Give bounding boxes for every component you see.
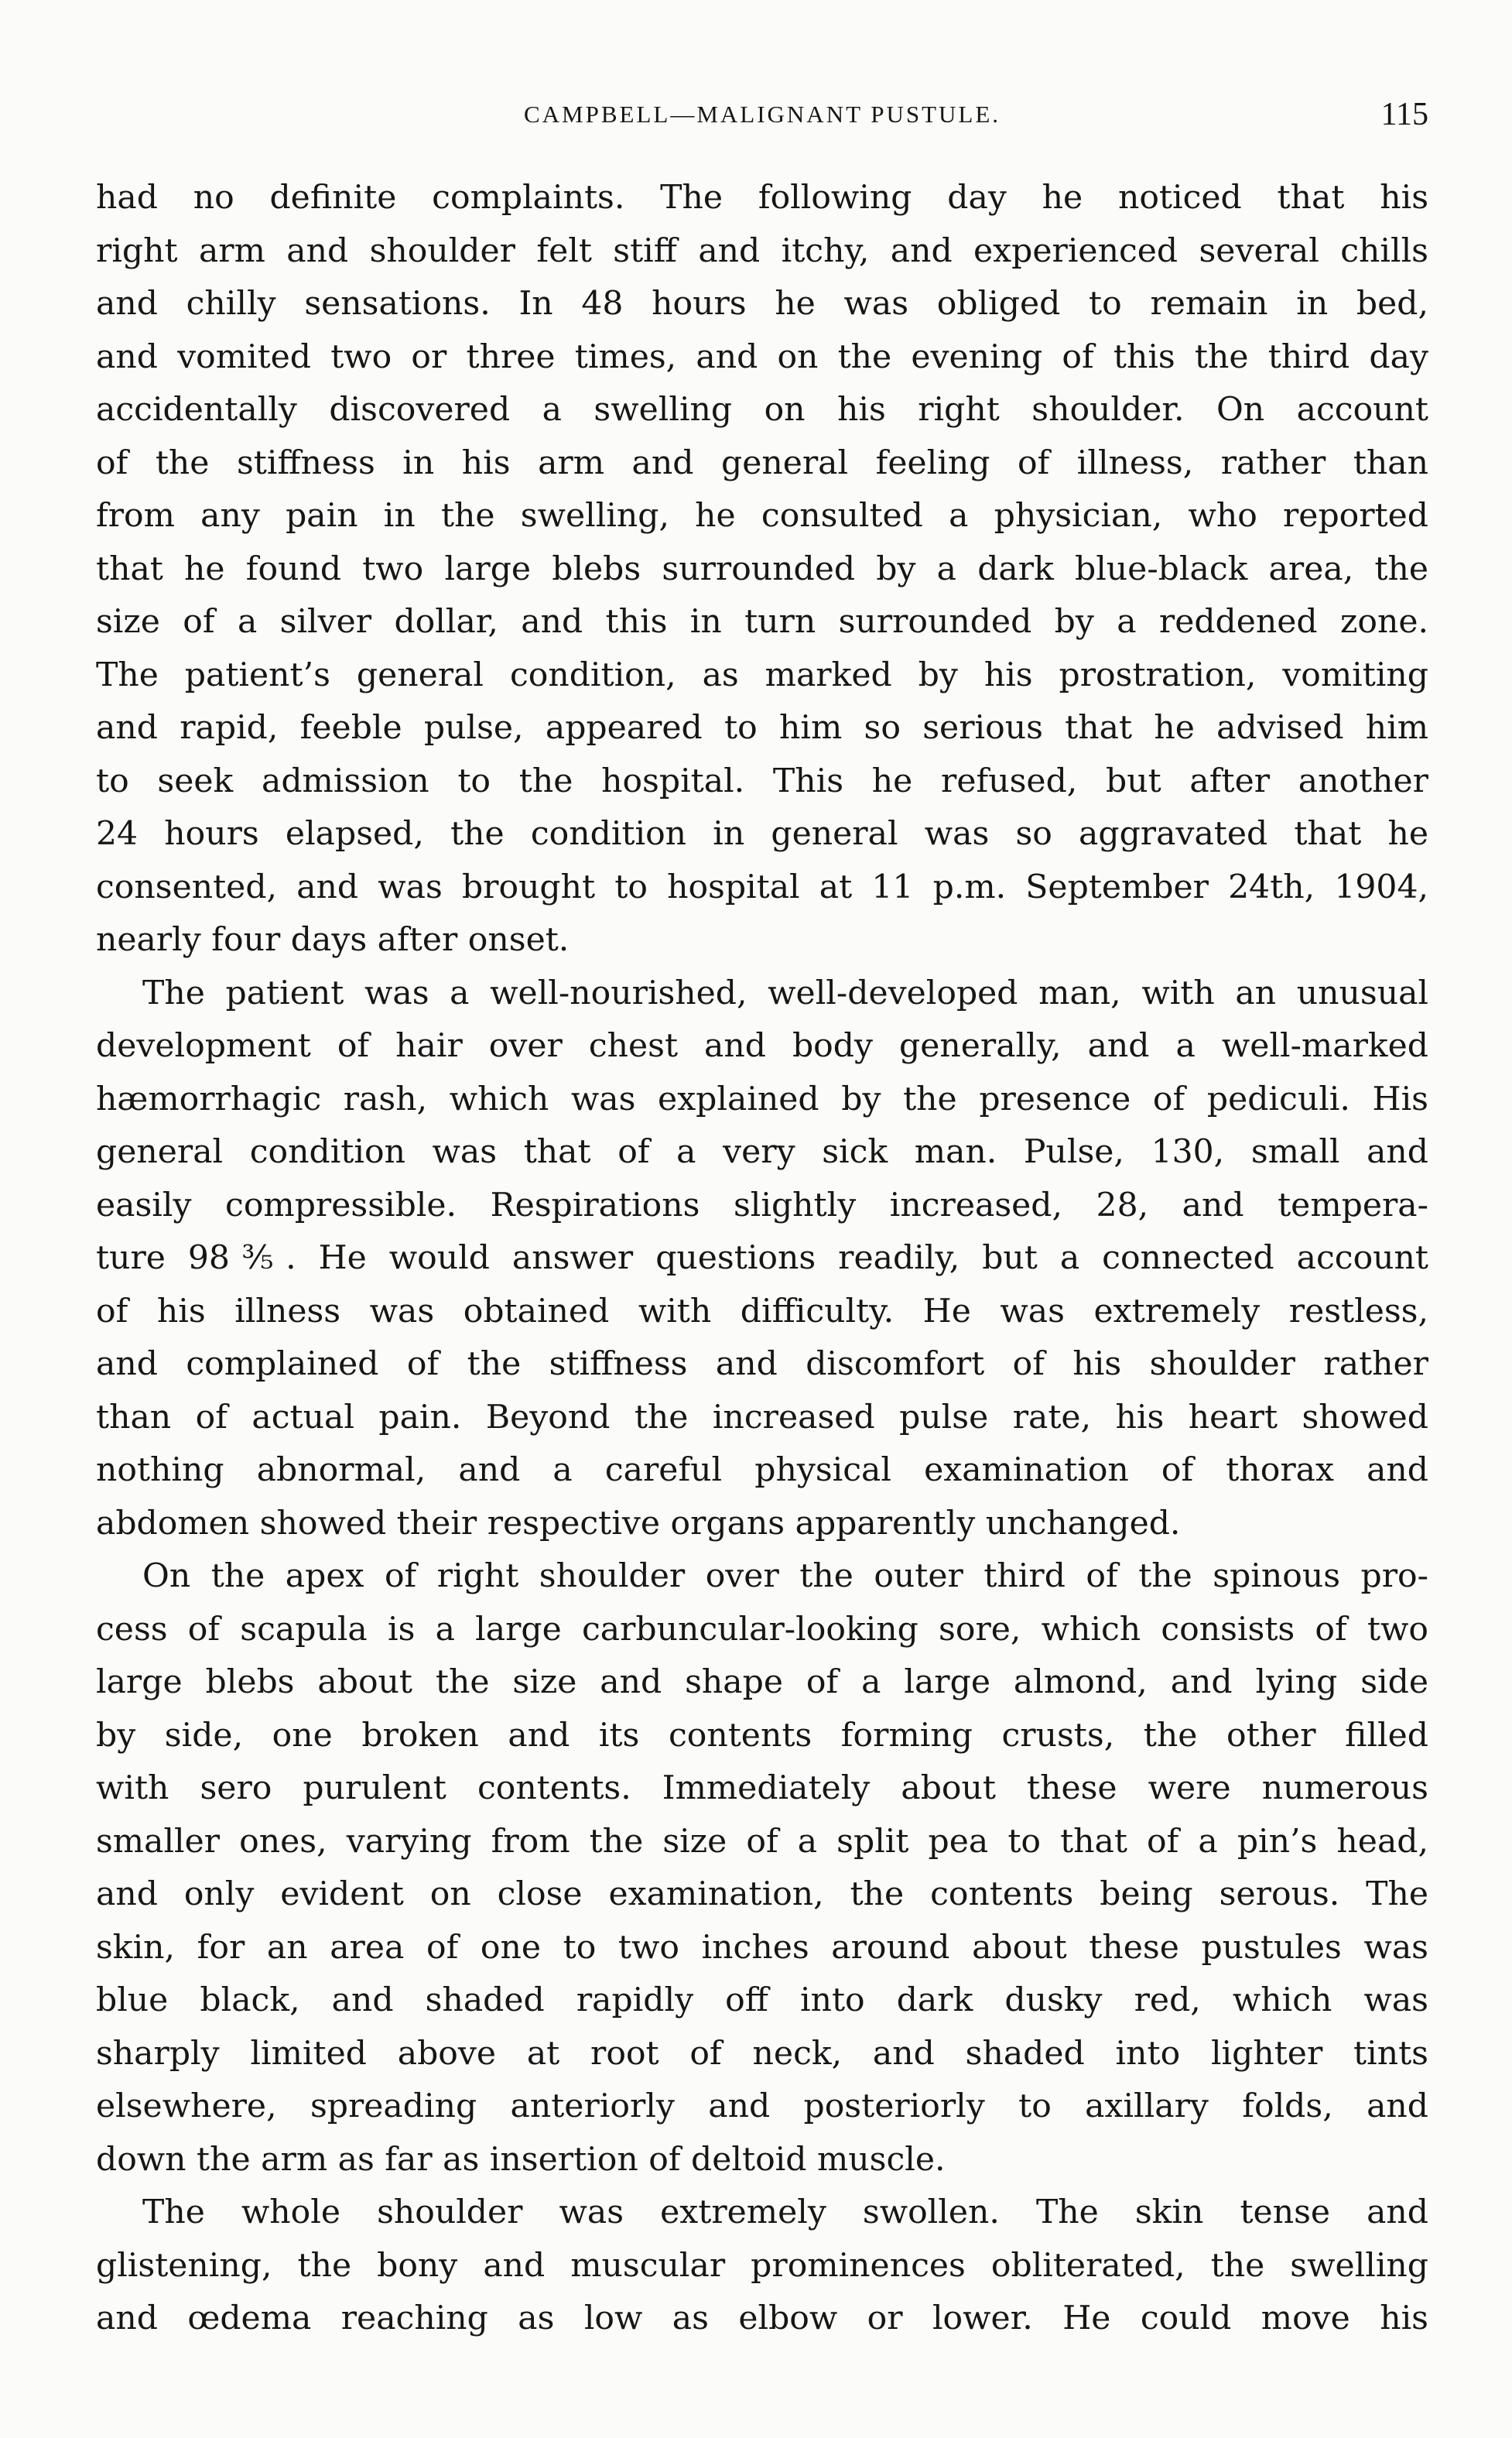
body-text	[96, 172, 1428, 2346]
text-line: smaller ones, varying from the size of a split pea to that of a pin’s head,	[96, 1822, 1428, 1861]
page-number: 115	[1380, 97, 1428, 132]
text-line: On the apex of right shoulder over the outer third of the spinous pro-	[142, 1557, 1428, 1595]
text-line: large blebs about the size and shape of a large almond, and lying side	[96, 1663, 1428, 1701]
text-line: 24 hours elapsed, the condition in general was so aggravated that he	[96, 815, 1428, 853]
text-line: general condition was that of a very sick man. Pulse, 130, small and	[96, 1133, 1428, 1171]
text-line: to seek admission to the hospital. This he refused, but after another	[96, 762, 1428, 800]
text-line: than of actual pain. Beyond the increased pulse rate, his heart showed	[96, 1398, 1428, 1436]
text-line: cess of scapula is a large carbuncular-looking sore, which consists of two	[96, 1610, 1428, 1649]
text-line: of his illness was obtained with difficulty. He was extremely restless,	[96, 1292, 1428, 1330]
text-line: from any pain in the swelling, he consulted a physician, who reported	[96, 497, 1428, 535]
text-line: by side, one broken and its contents forming crusts, the other filled	[96, 1716, 1428, 1755]
text-line: consented, and was brought to hospital at 11 p.m. September 24th, 1904,	[96, 868, 1428, 906]
text-line: The whole shoulder was extremely swollen. The skin tense and	[142, 2193, 1428, 2231]
text-line: hæmorrhagic rash, which was explained by the presence of pediculi. His	[96, 1080, 1428, 1118]
text-line: abdomen showed their respective organs apparently unchanged.	[96, 1504, 1181, 1543]
text-line: had no definite complaints. The following day he noticed that his	[96, 179, 1428, 217]
text-line: sharply limited above at root of neck, and shaded into lighter tints	[96, 2034, 1428, 2073]
text-line: The patient’s general condition, as marked by his prostration, vomiting	[96, 656, 1428, 694]
running-head: CAMPBELL—MALIGNANT PUSTULE.	[523, 101, 1001, 128]
text-line: elsewhere, spreading anteriorly and posteriorly to axillary folds, and	[96, 2087, 1428, 2125]
text-line: of the stiffness in his arm and general feeling of illness, rather than	[96, 443, 1428, 482]
text-line: ture 98⅗. He would answer questions readily, but a connected account	[96, 1239, 1428, 1277]
text-line: accidentally discovered a swelling on his right shoulder. On account	[96, 391, 1428, 429]
text-line: size of a silver dollar, and this in turn surrounded by a reddened zone.	[96, 603, 1428, 641]
text-line: The patient was a well-nourished, well-developed man, with an unusual	[142, 974, 1428, 1012]
text-line: easily compressible. Respirations slightly increased, 28, and tempera-	[96, 1186, 1428, 1224]
text-line: and complained of the stiffness and discomfort of his shoulder rather	[96, 1345, 1428, 1383]
text-line: right arm and shoulder felt stiff and itchy, and experienced several chills	[96, 231, 1428, 270]
text-line: down the arm as far as insertion of deltoid muscle.	[96, 2140, 946, 2179]
text-line: skin, for an area of one to two inches around about these pustules was	[96, 1928, 1428, 1967]
text-line: and vomited two or three times, and on the evening of this the third day	[96, 337, 1428, 376]
text-line: and rapid, feeble pulse, appeared to him so serious that he advised him	[96, 709, 1428, 747]
page-header	[96, 91, 1428, 138]
text-line: and chilly sensations. In 48 hours he was obliged to remain in bed,	[96, 285, 1428, 323]
text-line: development of hair over chest and body generally, and a well-marked	[96, 1027, 1428, 1065]
text-line: blue black, and shaded rapidly off into dark dusky red, which was	[96, 1981, 1428, 2019]
text-line: and œdema reaching as low as elbow or lower. He could move his	[96, 2299, 1428, 2337]
text-line: glistening, the bony and muscular prominences obliterated, the swelling	[96, 2246, 1428, 2285]
text-line: nearly four days after onset.	[96, 921, 570, 959]
text-line: that he found two large blebs surrounded by a dark blue-black area, the	[96, 550, 1428, 588]
text-line: and only evident on close examination, the contents being serous. The	[96, 1875, 1428, 1913]
text-line: nothing abnormal, and a careful physical examination of thorax and	[96, 1451, 1428, 1489]
text-line: with sero purulent contents. Immediately about these were numerous	[96, 1769, 1428, 1807]
